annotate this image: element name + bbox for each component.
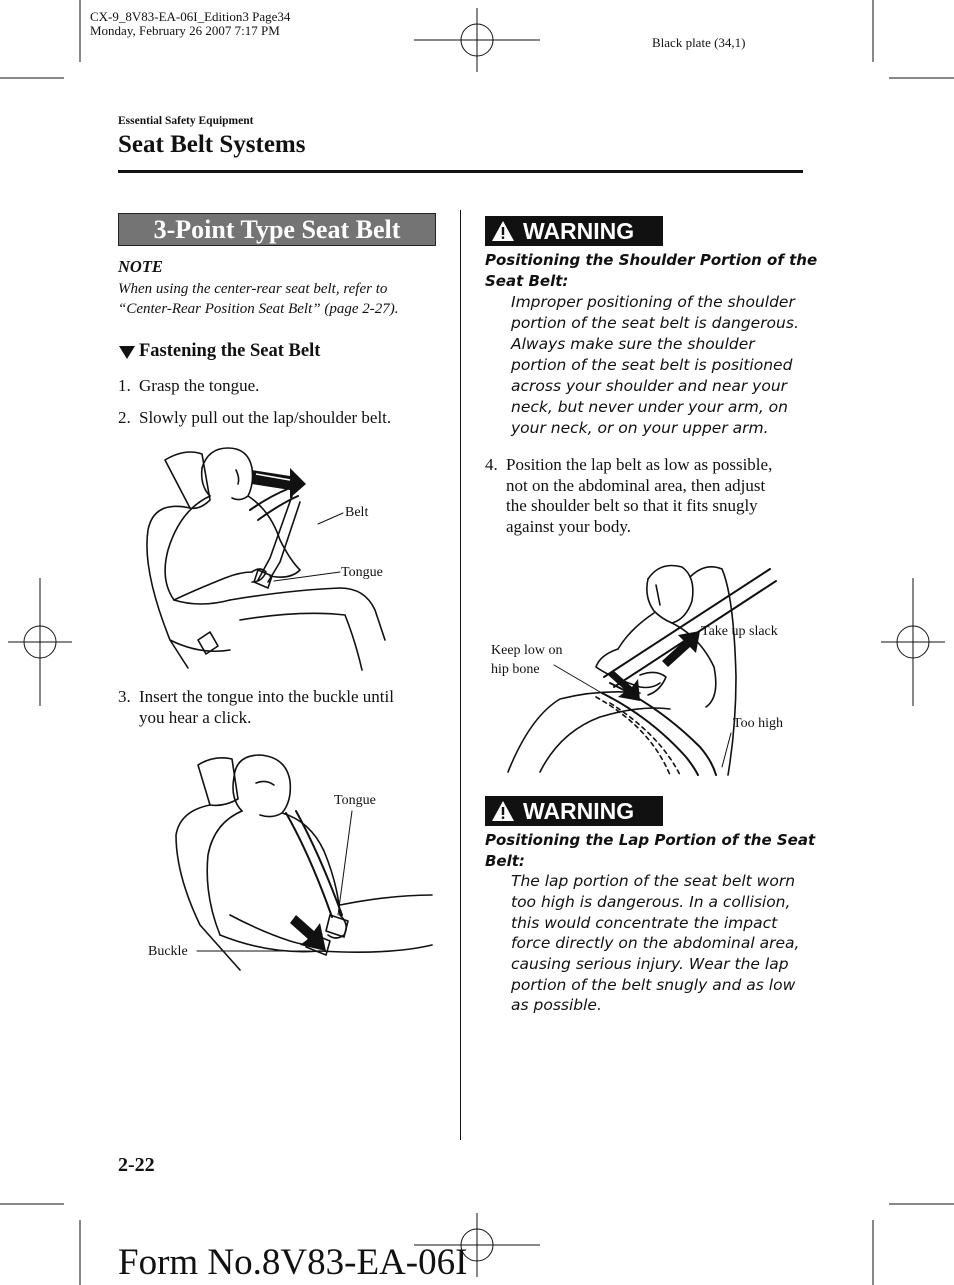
warning-1-body-line-1: Improper positioning of the shoulder [511,293,795,311]
step-4-line-1: Position the lap belt as low as possible, [506,455,773,474]
fastening-subhead: Fastening the Seat Belt [139,341,321,361]
print-file-line: CX-9_8V83-EA-06I_Edition3 Page34 [90,9,291,24]
figure-insert-tongue [170,755,440,975]
column-divider [460,210,461,1140]
step-4 [485,454,803,540]
step-4-line-3: the shoulder belt so that it fits snugly [506,496,758,515]
fig1-label-belt: Belt [345,505,369,520]
page-number: 2-22 [118,1154,155,1176]
warning-1-body-line-5: across your shoulder and near your [511,377,788,395]
registration-target-right [881,578,945,706]
registration-target-top [414,8,540,72]
fig3-label-keep-low-2: hip bone [491,662,540,677]
section-label: Essential Safety Equipment [118,115,254,127]
warning-1-body-line-2: portion of the seat belt is dangerous. [511,314,799,332]
warning-icon [491,800,515,822]
black-plate-label: Black plate (34,1) [652,35,746,50]
warning-1-body-line-4: portion of the seat belt is positioned [511,356,793,374]
step-4-line-4: against your body. [506,517,631,536]
step-2-number: 2. [118,408,131,427]
fig1-label-tongue: Tongue [341,565,383,580]
form-number: Form No.8V83-EA-06I [118,1242,468,1283]
step-4-number: 4. [485,455,498,474]
warning-1-body-line-3: Always make sure the shoulder [511,335,755,353]
warning-1-body-line-7: your neck, or on your upper arm. [511,419,769,437]
print-date-line: Monday, February 26 2007 7:17 PM [90,23,280,38]
step-2 [118,407,448,429]
fig3-label-too-high: Too high [733,716,783,731]
step-3-line-1: Insert the tongue into the buckle until [139,687,394,706]
step-2-text: Slowly pull out the lap/shoulder belt. [139,408,392,427]
figure-lap-belt-position [500,557,800,777]
warning-2-body-line-7: as possible. [511,996,602,1014]
topic-banner: 3-Point Type Seat Belt [118,213,436,246]
warning-2-head-line-2: Belt: [485,852,525,870]
subhead-triangle-icon [119,346,135,359]
fig3-label-keep-low-1: Keep low on [491,643,563,658]
warning-2-label: WARNING [523,798,635,824]
warning-2-body-line-2: too high is dangerous. In a collision, [511,893,791,911]
step-3-line-2: you hear a click. [139,708,252,727]
warning-2-body-line-4: force directly on the abdominal area, [511,934,800,952]
push-arrow-icon [290,915,326,951]
warning-badge-2 [485,796,663,826]
step-1-number: 1. [118,376,131,395]
step-1-text: Grasp the tongue. [139,376,260,395]
warning-badge-1 [485,216,663,246]
warning-2-body-line-3: this would concentrate the impact [511,914,778,932]
header-rule [118,170,803,173]
page-title: Seat Belt Systems [118,131,306,158]
warning-1-label: WARNING [523,218,635,244]
keep-low-arrow-icon [608,671,640,701]
warning-icon [491,220,515,242]
step-4-line-2: not on the abdominal area, then adjust [506,476,766,495]
step-3-number: 3. [118,687,131,706]
warning-1-head-line-1: Positioning the Shoulder Portion of the [485,251,818,269]
registration-target-left [8,578,72,706]
warning-2-body-line-6: portion of the belt snugly and as low [511,976,796,994]
warning-2-body-line-5: causing serious injury. Wear the lap [511,955,789,973]
note-line-1: When using the center-rear seat belt, refer to [118,281,388,297]
warning-1-body-line-6: neck, but never under your arm, on [511,398,788,416]
step-3 [118,686,448,730]
step-1 [118,375,448,397]
warning-2-body-line-1: The lap portion of the seat belt worn [511,872,796,890]
figure-pull-belt [140,440,400,670]
fig2-label-tongue: Tongue [334,793,376,808]
fig3-label-take-up-slack: Take up slack [701,624,778,639]
warning-2-head-line-1: Positioning the Lap Portion of the Seat [485,831,816,849]
warning-1-head-line-2: Seat Belt: [485,272,569,290]
fig2-label-buckle: Buckle [148,944,188,959]
note-title: NOTE [118,257,163,276]
note-line-2: “Center-Rear Position Seat Belt” (page 2-27). [118,301,399,317]
